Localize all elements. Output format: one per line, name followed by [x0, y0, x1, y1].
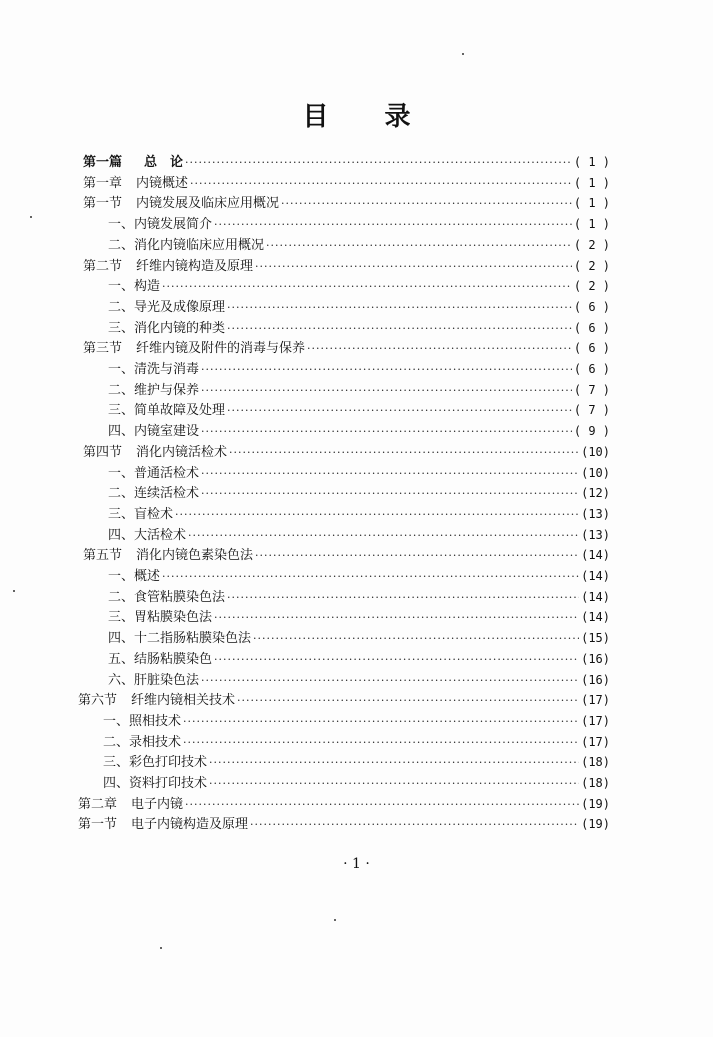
- toc-entry-number: 四、: [108, 527, 135, 543]
- toc-entry: [83, 338, 610, 358]
- toc-entry-label: [108, 215, 212, 235]
- toc-entry-label: [83, 443, 227, 463]
- toc-entry-label: [78, 691, 235, 711]
- toc-entry-number: 一、: [103, 713, 130, 729]
- toc-entry-page: ( 7 ): [573, 382, 610, 397]
- dot-leader: [255, 257, 572, 277]
- toc-entry-number: 六、: [108, 672, 135, 688]
- toc-entry-text: 结肠粘膜染色: [134, 651, 213, 667]
- toc-entry: [103, 711, 610, 731]
- toc-entry-page: ( 1 ): [573, 196, 610, 211]
- toc-entry-number: 第一节: [78, 817, 118, 833]
- dot-leader: [227, 401, 572, 421]
- toc-entry: [108, 504, 610, 524]
- dot-leader: [201, 484, 579, 504]
- toc-entry: [108, 566, 610, 586]
- dot-leader: [201, 422, 572, 442]
- dot-leader: [209, 753, 579, 773]
- toc-entry-number: 一、: [108, 279, 135, 295]
- dot-leader: [185, 795, 579, 815]
- toc-entry-number: 第六节: [78, 693, 118, 709]
- toc-entry-page: ( 6 ): [573, 341, 610, 356]
- toc-entry-text: 内镜概述: [136, 175, 189, 191]
- toc-entry-label: [78, 795, 183, 815]
- toc-entry-label: [103, 774, 207, 794]
- toc-entry-page: (17): [581, 713, 610, 728]
- toc-entry-number: 一、: [108, 569, 135, 584]
- toc-entry-page: (14): [581, 589, 610, 604]
- toc-entry-page: ( 1 ): [573, 217, 610, 232]
- toc-entry-text: 内镜发展简介: [134, 217, 213, 233]
- dot-leader: [214, 650, 579, 670]
- scan-speck: [13, 590, 15, 592]
- title-char: 目: [302, 102, 329, 132]
- toc-entry: [103, 732, 610, 752]
- toc-entry-label: [108, 277, 160, 297]
- toc-entry-text: 大活检术: [134, 527, 187, 543]
- dot-leader: [214, 215, 572, 235]
- toc-entry-label: [103, 753, 207, 773]
- toc-entry-number: 三、: [103, 755, 130, 771]
- toc-entry-page: ( 9 ): [573, 424, 610, 439]
- toc-entry-number: 第一节: [83, 196, 123, 212]
- toc-entry-text: 纤维内镜相关技术: [131, 693, 236, 709]
- toc-entry-label: [83, 339, 305, 359]
- toc-entry-number: 三、: [108, 403, 135, 419]
- dot-leader: [185, 153, 572, 173]
- toc-entry-text: 纤维内镜构造及原理: [136, 258, 254, 274]
- toc-entry-page: ( 6 ): [573, 299, 610, 314]
- toc-entry-label: [108, 484, 199, 504]
- toc-entry-page: ( 1 ): [573, 175, 610, 190]
- toc-entry-label: [108, 629, 251, 649]
- toc-entry: [103, 752, 610, 772]
- toc-entry-label: [108, 608, 212, 628]
- dot-leader: [162, 567, 579, 587]
- toc-entry-number: 第一篇: [83, 155, 123, 170]
- dot-leader: [201, 671, 579, 691]
- toc-entry-page: (10): [581, 444, 610, 459]
- toc-entry-text: 电子内镜构造及原理: [131, 817, 249, 833]
- toc-entry: [108, 587, 610, 607]
- toc-entry-label: [108, 526, 186, 546]
- toc-entry: [83, 173, 610, 193]
- toc-entry-text: 总 论: [144, 155, 184, 170]
- toc-entry-number: 四、: [108, 424, 135, 440]
- toc-entry-number: 第五节: [83, 548, 123, 564]
- toc-entry-number: 二、: [108, 237, 135, 253]
- toc-entry-page: (19): [581, 796, 610, 811]
- dot-leader: [190, 174, 572, 194]
- toc-entry-label: [108, 298, 225, 318]
- toc-entry-text: 内镜室建设: [134, 424, 200, 440]
- toc-entry: [108, 649, 610, 669]
- toc-entry-label: [108, 422, 199, 442]
- toc-entry-label: [83, 174, 188, 194]
- toc-entry-text: 彩色打印技术: [129, 755, 208, 771]
- toc-entry-number: 第二章: [78, 796, 118, 812]
- dot-leader: [201, 464, 579, 484]
- toc-entry-page: (12): [581, 486, 610, 501]
- toc-entry-label: [78, 815, 248, 835]
- toc-entry-number: 三、: [108, 506, 135, 522]
- toc-entry: [108, 483, 610, 503]
- toc-entry-number: 二、: [108, 382, 135, 398]
- dot-leader: [255, 546, 579, 566]
- toc-entry-number: 第四节: [83, 444, 123, 460]
- toc-entry-page: (14): [581, 548, 610, 563]
- toc-entry-text: 维护与保养: [134, 382, 200, 398]
- toc-entry: [108, 525, 610, 545]
- toc-entry-number: 二、: [108, 589, 135, 605]
- dot-leader: [227, 319, 572, 339]
- toc-entry-text: 清洗与消毒: [134, 362, 200, 377]
- toc-entry-label: [108, 671, 199, 691]
- toc-entry-page: (13): [581, 506, 610, 521]
- toc-entry-page: (17): [581, 693, 610, 708]
- toc-entry: [83, 442, 610, 462]
- toc-entry-text: 消化内镜色素染色法: [136, 548, 254, 564]
- page-title: [0, 96, 713, 133]
- dot-leader: [209, 774, 579, 794]
- toc-entry-text: 内镜发展及临床应用概况: [136, 196, 280, 212]
- page-number: · 1 ·: [343, 856, 370, 872]
- scan-speck: [462, 53, 464, 55]
- toc-entry-page: (10): [581, 465, 610, 480]
- dot-leader: [183, 733, 579, 753]
- toc-entry-number: 第一章: [83, 175, 123, 191]
- toc-entry-text: 消化内镜临床应用概况: [134, 237, 265, 253]
- dot-leader: [253, 629, 579, 649]
- dot-leader: [281, 194, 572, 214]
- toc-entry-label: [108, 319, 225, 339]
- toc-entry-text: 录相技术: [129, 734, 182, 750]
- toc-entry-text: 简单故障及处理: [134, 403, 226, 419]
- dot-leader: [229, 443, 579, 463]
- toc-entry-number: 二、: [108, 299, 135, 315]
- toc-entry: [108, 380, 610, 400]
- toc-entry-number: 三、: [108, 610, 135, 626]
- toc-entry-number: 一、: [108, 465, 135, 481]
- toc-entry: [108, 297, 610, 317]
- toc-entry-number: 四、: [103, 776, 130, 791]
- toc-entry-page: (16): [581, 672, 610, 687]
- toc-entry-number: 二、: [108, 486, 135, 502]
- toc-entry-text: 照相技术: [129, 713, 182, 729]
- dot-leader: [227, 588, 579, 608]
- toc-entry-page: ( 6 ): [573, 320, 610, 335]
- toc-entry: [108, 276, 610, 296]
- toc-entry-label: [83, 194, 279, 214]
- toc-entry-page: (13): [581, 527, 610, 542]
- toc-entry: [108, 607, 610, 627]
- title-char: 录: [384, 102, 411, 132]
- toc-entry-label: [108, 567, 160, 587]
- toc-entry: [108, 214, 610, 234]
- toc-entry-page: ( 2 ): [573, 279, 610, 294]
- dot-leader: [183, 712, 579, 732]
- toc-entry: [78, 794, 610, 814]
- toc-entry: [83, 256, 610, 276]
- toc-entry-text: 普通活检术: [134, 465, 200, 481]
- toc-entry: [108, 421, 610, 441]
- toc-entry: [108, 628, 610, 648]
- toc-entry-text: 资料打印技术: [129, 776, 208, 791]
- toc-entry-label: [108, 381, 199, 401]
- toc-entry: [78, 690, 610, 710]
- toc-entry-page: (16): [581, 651, 610, 666]
- toc-entry-page: (14): [581, 569, 610, 583]
- scan-speck: [30, 216, 32, 218]
- toc-entry-label: [83, 257, 253, 277]
- toc-entry-number: 一、: [108, 217, 135, 233]
- toc-entry-text: 纤维内镜及附件的消毒与保养: [136, 341, 306, 357]
- toc-entry-label: [108, 505, 173, 525]
- toc-entry-number: 第三节: [83, 341, 123, 357]
- toc-entry-label: [108, 401, 225, 421]
- toc-entry-text: 肝脏染色法: [134, 672, 200, 688]
- toc-entry-number: 二、: [103, 734, 130, 750]
- dot-leader: [266, 236, 572, 256]
- toc-entry-number: 四、: [108, 631, 135, 647]
- dot-leader: [227, 298, 572, 318]
- toc-entry-text: 电子内镜: [131, 796, 184, 812]
- toc-entry-number: 三、: [108, 320, 135, 336]
- toc-entry: [78, 814, 610, 834]
- toc-entry-page: ( 2 ): [573, 237, 610, 252]
- toc-entry-page: ( 6 ): [573, 362, 610, 376]
- toc-entry: [108, 235, 610, 255]
- toc-entry-label: [103, 733, 181, 753]
- toc-entry-page: ( 1 ): [573, 155, 610, 169]
- toc-entry-number: 五、: [108, 651, 135, 667]
- toc-entry-label: [108, 464, 199, 484]
- dot-leader: [214, 608, 579, 628]
- toc-entry-page: (15): [581, 631, 610, 646]
- scan-speck: [160, 947, 162, 949]
- toc-entry-text: 盲检术: [134, 506, 174, 522]
- toc-entry-text: 十二指肠粘膜染色法: [134, 631, 252, 647]
- toc-entry-page: (17): [581, 734, 610, 749]
- toc-entry-page: ( 7 ): [573, 403, 610, 418]
- toc-entry: [108, 670, 610, 690]
- dot-leader: [201, 381, 572, 401]
- toc-entry: [83, 193, 610, 213]
- toc-entry-page: (19): [581, 817, 610, 832]
- toc-entry-text: 消化内镜的种类: [134, 320, 226, 336]
- toc-entry: [108, 400, 610, 420]
- toc-entry-page: (18): [581, 776, 610, 790]
- dot-leader: [201, 360, 572, 380]
- toc-entry-label: [83, 546, 253, 566]
- scan-speck: [334, 919, 336, 921]
- toc-entry-text: 消化内镜活检术: [136, 444, 228, 460]
- dot-leader: [237, 691, 579, 711]
- toc-entry: [83, 545, 610, 565]
- toc-entry-page: (18): [581, 755, 610, 770]
- toc-entry-page: ( 2 ): [573, 258, 610, 273]
- dot-leader: [307, 339, 572, 359]
- toc-entry-text: 概述: [134, 569, 161, 584]
- toc-entry: [103, 773, 610, 793]
- dot-leader: [162, 277, 572, 297]
- toc-entry-label: [108, 588, 225, 608]
- toc-entry-text: 导光及成像原理: [134, 299, 226, 315]
- toc-entry-label: [83, 153, 183, 173]
- toc-entry-text: 连续活检术: [134, 486, 200, 502]
- toc-entry-label: [103, 712, 181, 732]
- toc-entry-number: 第二节: [83, 258, 123, 274]
- toc-entry: [108, 359, 610, 379]
- toc-entry: [108, 318, 610, 338]
- dot-leader: [250, 815, 579, 835]
- toc-entry-text: 胃粘膜染色法: [134, 610, 213, 626]
- toc-entry-number: 一、: [108, 362, 135, 377]
- toc-entry-label: [108, 360, 199, 380]
- toc-entry-page: (14): [581, 610, 610, 625]
- toc-entry-label: [108, 650, 212, 670]
- toc-entry-label: [108, 236, 264, 256]
- toc-entry: [83, 152, 610, 172]
- toc-entry-text: 食管粘膜染色法: [134, 589, 226, 605]
- dot-leader: [188, 526, 579, 546]
- toc-entry-text: 构造: [134, 279, 161, 295]
- dot-leader: [175, 505, 579, 525]
- toc-entry: [108, 463, 610, 483]
